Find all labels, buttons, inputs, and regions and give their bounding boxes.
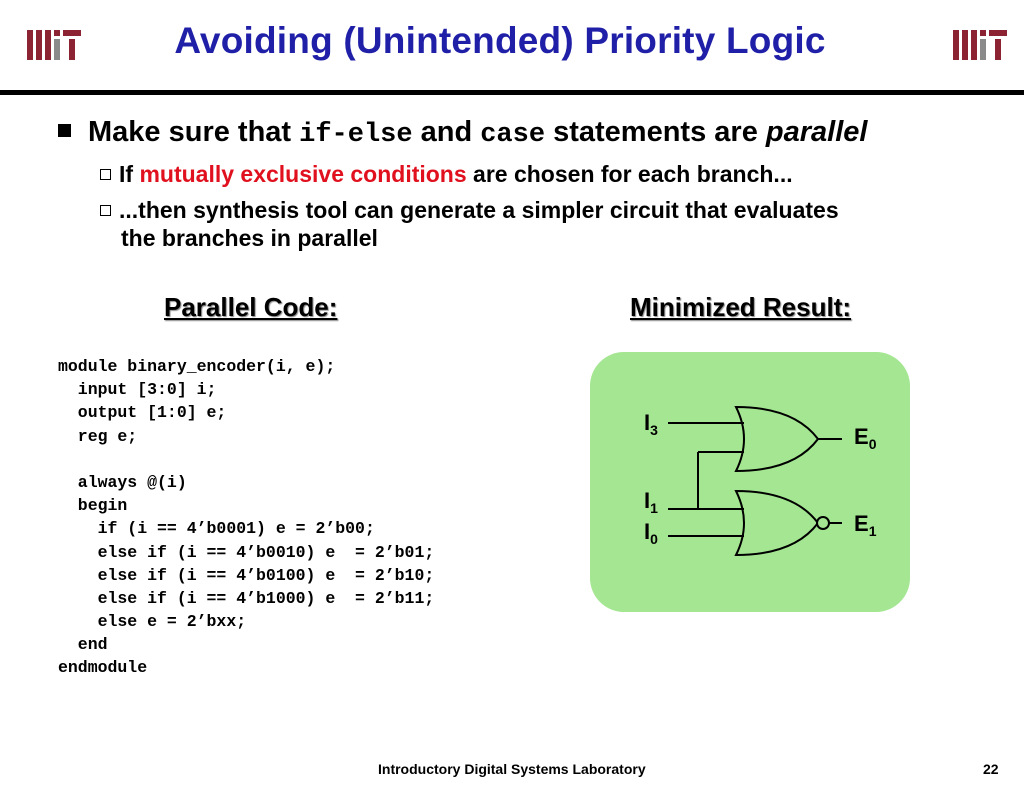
code-line: if (i == 4’b0001) e = 2’b00; <box>58 519 375 539</box>
footer-lab-name: Introductory Digital Systems Laboratory <box>378 761 646 777</box>
code-line: endmodule <box>58 658 148 678</box>
sub-bullet-2-line1: ...then synthesis tool can generate a simpler circuit that evaluates <box>119 197 839 223</box>
code-line <box>58 448 434 471</box>
code-if-else: if-else <box>299 120 413 150</box>
main-bullet-pre: Make sure that <box>88 116 300 148</box>
code-case: case <box>480 120 546 150</box>
code-line: else if (i == 4’b1000) e = 2’b11; <box>58 588 435 608</box>
input-label-i3: $I_3$ <box>644 410 658 438</box>
sub-bullet-1 <box>100 160 980 188</box>
code-line: begin <box>58 496 128 516</box>
code-line: else if (i == 4’b0100) e = 2’b10; <box>58 565 435 585</box>
sub-bullet-2-line2: the branches in parallel <box>121 225 378 251</box>
main-bullet-post: statements are <box>545 116 766 148</box>
hollow-square-bullet-icon <box>100 205 111 216</box>
code-line: else if (i == 4’b0010) e = 2’b01; <box>58 542 435 562</box>
sub-bullet-2 <box>100 196 980 252</box>
main-bullet-emphasis: parallel <box>765 116 868 148</box>
main-bullet-mid: and <box>412 116 481 148</box>
output-label-e1: $E_1$ <box>854 511 877 539</box>
sub-bullet-1-pre: If <box>119 161 140 187</box>
hollow-square-bullet-icon <box>100 169 111 180</box>
parallel-code-heading: Parallel Code: <box>164 292 338 322</box>
minimized-circuit-diagram <box>590 352 910 612</box>
code-line: else e = 2’bxx; <box>58 612 247 632</box>
title-divider <box>0 90 1024 95</box>
code-line: input [3:0] i; <box>58 380 217 400</box>
sub-bullet-1-highlight: mutually exclusive conditions <box>139 161 467 187</box>
slide-title: Avoiding (Unintended) Priority Logic <box>174 20 826 61</box>
sub-bullet-1-post: are chosen for each branch... <box>466 161 793 187</box>
code-line: reg e; <box>58 426 138 446</box>
input-label-i1: $I_1$ <box>644 488 658 516</box>
code-line: module binary_encoder(i, e); <box>58 357 336 376</box>
code-line: always @(i) <box>58 472 187 492</box>
code-line: output [1:0] e; <box>58 403 227 423</box>
verilog-code-block <box>58 355 434 680</box>
output-label-e0: $E_0$ <box>854 424 877 452</box>
main-bullet <box>58 116 1008 150</box>
page-number: 22 <box>983 761 999 777</box>
minimized-result-heading: Minimized Result: <box>630 292 852 322</box>
filled-square-bullet-icon <box>58 124 71 137</box>
code-line: end <box>58 635 108 655</box>
input-label-i0: $I_0$ <box>644 519 658 547</box>
nor-inversion-bubble-icon <box>817 517 829 529</box>
circuit-background <box>590 352 910 612</box>
